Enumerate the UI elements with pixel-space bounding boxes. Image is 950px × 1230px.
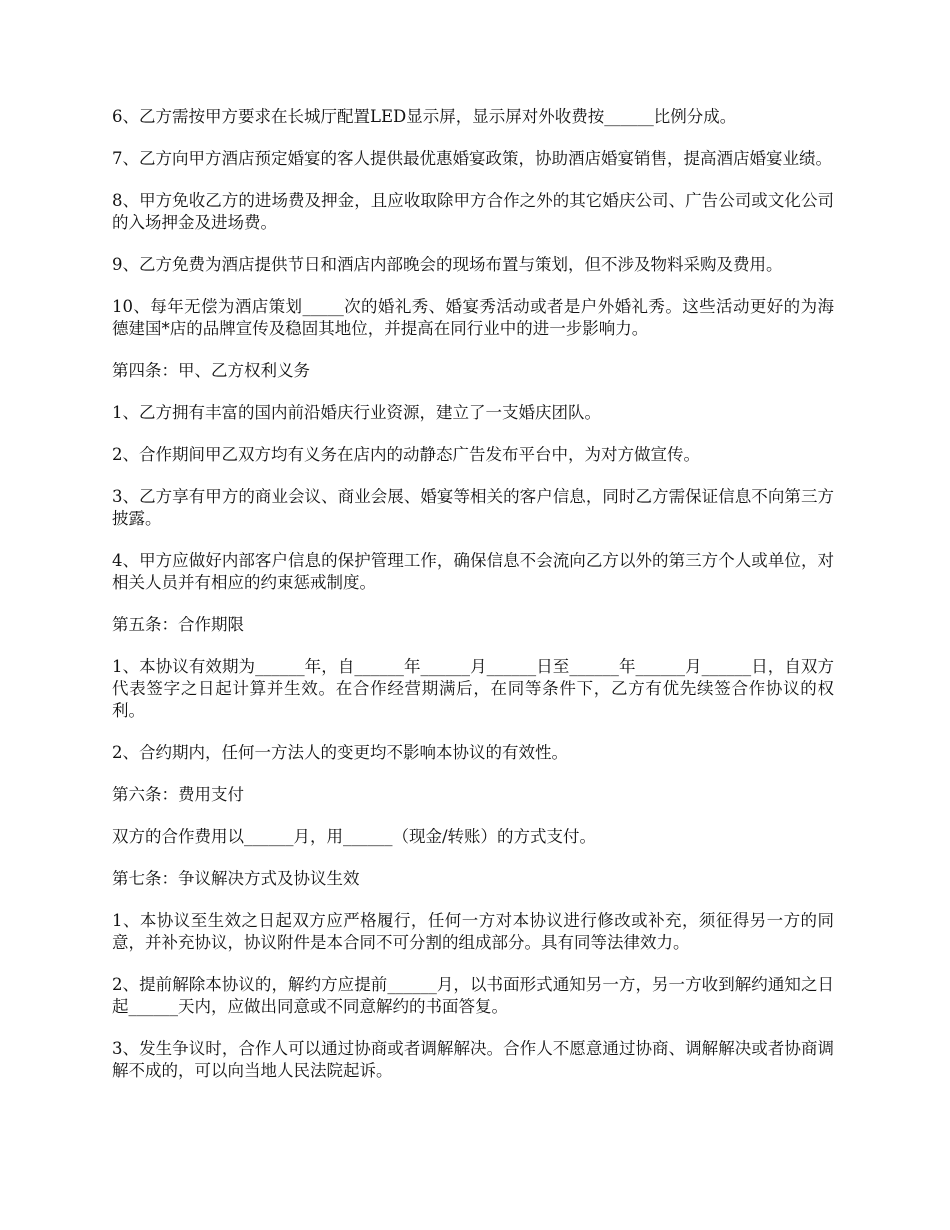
section-heading-article-7: 第七条：争议解决方式及协议生效: [112, 869, 360, 888]
section-heading-article-6: 第六条：费用支付: [112, 785, 244, 804]
clause-10: 10、每年无偿为酒店策划_____次的婚礼秀、婚宴秀活动或者是户外婚礼秀。这些活动更好的为海德建国*店的品牌宣传及稳固其地位，并提高在同行业中的进一步影响力。: [112, 297, 834, 338]
article-4-item-1: 1、乙方拥有丰富的国内前沿婚庆行业资源，建立了一支婚庆团队。: [112, 403, 601, 422]
article-7-item-2: 2、提前解除本协议的，解约方应提前______月，以书面形式通知另一方，另一方收到解约通知之日起______天内，应做出同意或不同意解约的书面答复。: [112, 975, 834, 1016]
article-7-item-1: 1、本协议至生效之日起双方应严格履行，任何一方对本协议进行修改或补充，须征得另一方的同意，并补充协议，协议附件是本合同不可分割的组成部分。具有同等法律效力。: [112, 911, 834, 952]
article-4-item-2: 2、合作期间甲乙双方均有义务在店内的动静态广告发布平台中，为对方做宣传。: [112, 445, 700, 464]
article-5-item-1: 1、本协议有效期为______年，自______年______月______日至______年______月______日，自双方代表签字之日起计算并生效。在合作经营期满后，在同等条件下，乙方有优先续签合作协议的权利。: [112, 657, 834, 720]
article-4-item-4: 4、甲方应做好内部客户信息的保护管理工作，确保信息不会流向乙方以外的第三方个人或单位，对相关人员并有相应的约束惩戒制度。: [112, 551, 834, 592]
article-5-item-2: 2、合约期内，任何一方法人的变更均不影响本协议的有效性。: [112, 743, 568, 762]
clause-9: 9、乙方免费为酒店提供节日和酒店内部晚会的现场布置与策划，但不涉及物料采购及费用。: [112, 255, 783, 274]
section-heading-article-4: 第四条：甲、乙方权利义务: [112, 361, 310, 380]
document-body: [112, 106, 834, 1102]
article-6-payment: 双方的合作费用以______月，用______（现金/转账）的方式支付。: [112, 827, 597, 846]
clause-7: 7、乙方向甲方酒店预定婚宴的客人提供最优惠婚宴政策，协助酒店婚宴销售，提高酒店婚宴业绩。: [112, 149, 832, 168]
clause-6: 6、乙方需按甲方要求在长城厅配置LED显示屏，显示屏对外收费按______比例分成。: [112, 107, 737, 126]
clause-8: 8、甲方免收乙方的进场费及押金，且应收取除甲方合作之外的其它婚庆公司、广告公司或文化公司的入场押金及进场费。: [112, 191, 834, 232]
article-7-item-3: 3、发生争议时，合作人可以通过协商或者调解解决。合作人不愿意通过协商、调解解决或者协商调解不成的，可以向当地人民法院起诉。: [112, 1039, 834, 1080]
article-4-item-3: 3、乙方享有甲方的商业会议、商业会展、婚宴等相关的客户信息，同时乙方需保证信息不向第三方披露。: [112, 487, 834, 528]
section-heading-article-5: 第五条：合作期限: [112, 615, 244, 634]
